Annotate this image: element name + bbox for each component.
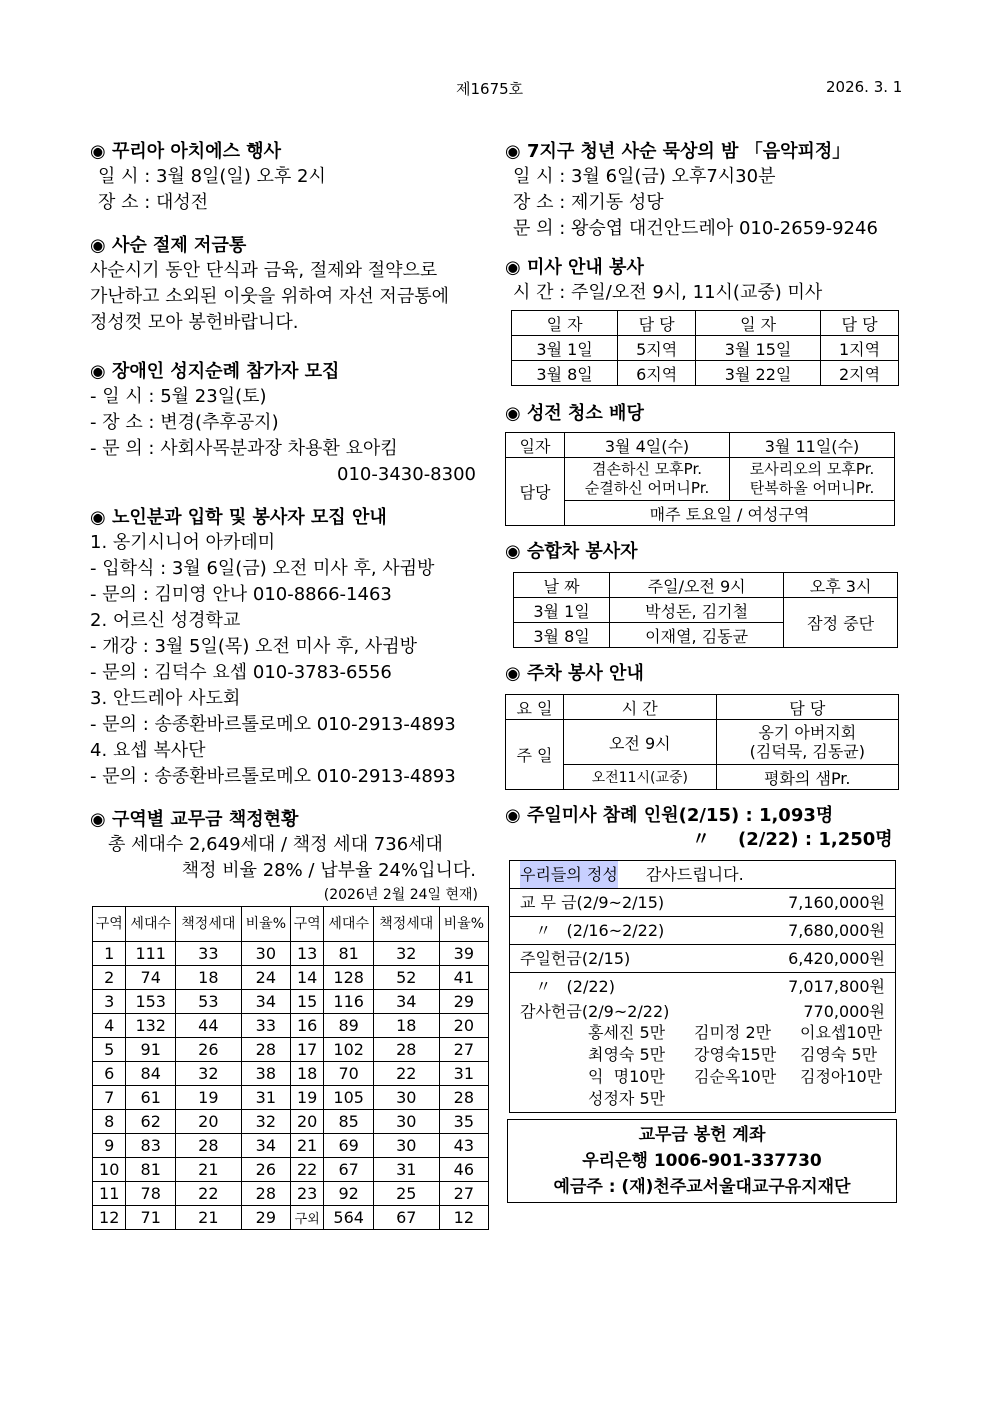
mass-guide-cell: 3월 22일: [696, 361, 821, 386]
mass-guide-header-2: 일 자: [696, 311, 821, 336]
parking-time-1: 오전 9시: [563, 720, 716, 765]
dues-cell: 9: [93, 1134, 126, 1158]
senior-line-9: 4. 요셉 복사단: [90, 740, 206, 761]
senior-line-5: - 개강 : 3월 5일(목) 오전 미사 후, 사귐방: [90, 636, 418, 657]
mass-guide-header-3: 담 당: [821, 311, 899, 336]
van-header-2: 오후 3시: [784, 573, 898, 598]
dues-cell: 38: [241, 1062, 290, 1086]
offering-row: [510, 889, 895, 917]
cleaning-h2: 3월 11일(수): [730, 433, 895, 458]
dues-cell: 34: [373, 990, 439, 1014]
attendance-value-2: (2/22) : 1,250명: [738, 829, 893, 850]
dues-cell: 28: [241, 1038, 290, 1062]
dues-cell: 21: [290, 1134, 323, 1158]
van-date-1: 3월 1일: [514, 598, 610, 623]
dues-cell: 61: [126, 1086, 176, 1110]
dues-cell: 67: [373, 1206, 439, 1230]
dues-header-0: 구역: [93, 907, 126, 942]
dues-cell: 18: [290, 1062, 323, 1086]
dues-cell: 19: [175, 1086, 241, 1110]
dues-cell: 39: [439, 942, 488, 966]
thanks-label: 감사헌금(2/9~2/22): [520, 1002, 670, 1021]
offering-row: [510, 917, 895, 945]
dues-cell: 8: [93, 1110, 126, 1134]
attendance-ditto: 〃: [692, 829, 710, 850]
dues-header-6: 책정세대: [373, 907, 439, 942]
dues-cell: 67: [324, 1158, 374, 1182]
dues-cell: 30: [373, 1134, 439, 1158]
dues-cell: 33: [241, 1014, 290, 1038]
dues-cell: 71: [126, 1206, 176, 1230]
cleaning-label: 담당: [506, 458, 565, 526]
dues-cell: 44: [175, 1014, 241, 1038]
donor-name: 익 명10만: [588, 1067, 665, 1086]
mass-guide-cell: 5지역: [618, 336, 696, 361]
pilgrimage-contact: - 문 의 : 사회사목분과장 차용환 요아킴: [90, 438, 398, 459]
offering-row: [510, 945, 895, 973]
dues-cell: 116: [324, 990, 374, 1014]
dues-cell: 11: [93, 1182, 126, 1206]
dues-cell: 74: [126, 966, 176, 990]
donor-name: 김순옥10만: [694, 1067, 777, 1086]
dues-cell: 20: [439, 1014, 488, 1038]
dues-cell: 92: [324, 1182, 374, 1206]
dues-cell: 22: [290, 1158, 323, 1182]
senior-line-2: - 입학식 : 3월 6일(금) 오전 미사 후, 사귐방: [90, 558, 435, 579]
dues-header-1: 세대수: [126, 907, 176, 942]
dues-cell: 81: [126, 1158, 176, 1182]
dues-cell: 5: [93, 1038, 126, 1062]
dues-cell: 28: [241, 1182, 290, 1206]
cleaning-c1a: 겸손하신 모후Pr.: [591, 460, 703, 478]
dues-cell: 27: [439, 1182, 488, 1206]
youth-time: 일 시 : 3월 6일(금) 오후7시30분: [513, 166, 776, 187]
mass-guide-header-0: 일 자: [512, 311, 618, 336]
section-title-lent-box: ◉ 사순 절제 저금통: [90, 235, 247, 256]
pilgrimage-phone: 010-3430-8300: [337, 464, 476, 485]
dues-cell: 43: [439, 1134, 488, 1158]
dues-cell: 53: [175, 990, 241, 1014]
parking-duty-1b: (김덕묵, 김동균): [749, 742, 865, 761]
van-merged: 잠정 중단: [784, 598, 898, 648]
senior-line-4: 2. 어르신 성경학교: [90, 610, 241, 631]
lent-text-2: 가난하고 소외된 이웃을 위하여 자선 저금통에: [90, 286, 449, 307]
dues-cell: 35: [439, 1110, 488, 1134]
mass-guide-cell: 3월 15일: [696, 336, 821, 361]
parking-time-2: 오전11시(교중): [563, 765, 716, 790]
dues-cell: 111: [126, 942, 176, 966]
dues-cell: 34: [241, 1134, 290, 1158]
section-title-van: ◉ 승합차 봉사자: [505, 541, 638, 562]
dues-cell: 41: [439, 966, 488, 990]
dues-cell: 10: [93, 1158, 126, 1182]
dues-cell: 18: [175, 966, 241, 990]
table-row: [93, 1086, 489, 1110]
dues-cell: 21: [175, 1158, 241, 1182]
dues-cell: 15: [290, 990, 323, 1014]
dues-cell: 105: [324, 1086, 374, 1110]
dues-summary-2: 책정 비율 28% / 납부율 24%입니다.: [181, 860, 476, 881]
offering-row: [510, 973, 895, 1000]
table-row: [93, 990, 489, 1014]
dues-cell: 153: [126, 990, 176, 1014]
dues-cell: 1: [93, 942, 126, 966]
dues-cell: 89: [324, 1014, 374, 1038]
cleaning-h0: 일자: [506, 433, 565, 458]
dues-cell: 32: [373, 942, 439, 966]
table-row: [93, 1182, 489, 1206]
table-row: [93, 942, 489, 966]
parking-day: 주 일: [506, 720, 564, 790]
dues-cell: 2: [93, 966, 126, 990]
dues-summary-1: 총 세대수 2,649세대 / 책정 세대 736세대: [108, 834, 443, 855]
dues-cell: 28: [175, 1134, 241, 1158]
parking-header-2: 담 당: [716, 695, 898, 720]
dues-cell: 20: [290, 1110, 323, 1134]
issue-number: 제1675호: [456, 80, 524, 98]
dues-cell: 84: [126, 1062, 176, 1086]
cleaning-h1: 3월 4일(수): [565, 433, 730, 458]
dues-cell: 52: [373, 966, 439, 990]
account-number: 우리은행 1006-901-337730: [582, 1151, 822, 1171]
dues-header-2: 책정세대: [175, 907, 241, 942]
table-row: [93, 966, 489, 990]
parking-duty-2: 평화의 샘Pr.: [716, 765, 898, 790]
dues-cell: 28: [373, 1038, 439, 1062]
donor-name: 성정자 5만: [588, 1089, 666, 1108]
dues-cell: 78: [126, 1182, 176, 1206]
dues-cell: 30: [373, 1086, 439, 1110]
youth-contact: 문 의 : 왕승엽 대건안드레아 010-2659-9246: [513, 218, 878, 239]
dues-cell: 62: [126, 1110, 176, 1134]
dues-header-4: 구역: [290, 907, 323, 942]
section-title-pilgrimage: ◉ 장애인 성지순례 참가자 모집: [90, 361, 340, 382]
senior-line-1: 1. 옹기시니어 아카데미: [90, 532, 276, 553]
dues-cell: 70: [324, 1062, 374, 1086]
cleaning-table: [505, 432, 895, 526]
mass-guide-cell: 3월 8일: [512, 361, 618, 386]
dues-cell: 23: [290, 1182, 323, 1206]
table-row: [512, 336, 899, 361]
account-box: [507, 1119, 897, 1203]
dues-cell: 21: [175, 1206, 241, 1230]
offering-head: [510, 861, 895, 889]
dues-cell: 20: [175, 1110, 241, 1134]
dues-cell: 69: [324, 1134, 374, 1158]
offering-label: 주일헌금(2/15): [520, 949, 631, 968]
table-row: [93, 1134, 489, 1158]
dues-cell: 27: [439, 1038, 488, 1062]
dues-cell: 29: [439, 990, 488, 1014]
curia-place: 장 소 : 대성전: [98, 192, 209, 213]
right-column: [505, 140, 900, 1203]
dues-cell: 28: [439, 1086, 488, 1110]
mass-guide-cell: 2지역: [821, 361, 899, 386]
offering-head-text: 감사드립니다.: [645, 865, 744, 884]
dues-cell: 102: [324, 1038, 374, 1062]
dues-table: [92, 906, 489, 1230]
offering-label: 〃 (2/22): [520, 977, 615, 996]
lent-text-3: 정성껏 모아 봉헌바랍니다.: [90, 312, 299, 333]
senior-line-8: - 문의 : 송종환바르톨로메오 010-2913-4893: [90, 714, 456, 735]
issue-date: 2026. 3. 1: [826, 78, 903, 96]
dues-cell: 26: [241, 1158, 290, 1182]
van-header-0: 날 짜: [514, 573, 610, 598]
account-holder: 예금주 : (재)천주교서울대교구유지재단: [553, 1177, 851, 1197]
dues-cell: 85: [324, 1110, 374, 1134]
offering-label: 〃 (2/16~2/22): [520, 921, 665, 940]
dues-cell: 12: [93, 1206, 126, 1230]
senior-line-3: - 문의 : 김미영 안나 010-8866-1463: [90, 584, 392, 605]
dues-cell: 7: [93, 1086, 126, 1110]
dues-cell: 34: [241, 990, 290, 1014]
offering-value: 7,680,000원: [788, 921, 885, 940]
section-title-youth: ◉ 7지구 청년 사순 묵상의 밤 「음악피정」: [505, 141, 851, 162]
dues-cell: 91: [126, 1038, 176, 1062]
section-title-curia: ◉ 꾸리아 아치에스 행사: [90, 141, 281, 162]
table-row: [93, 1110, 489, 1134]
senior-line-6: - 문의 : 김덕수 요셉 010-3783-6556: [90, 662, 392, 683]
offering-value: 7,017,800원: [788, 977, 885, 996]
van-table: [513, 572, 898, 648]
donor-name: 최영숙 5만: [588, 1045, 666, 1064]
donor-name: 김영숙 5만: [800, 1045, 878, 1064]
left-column: [90, 140, 490, 1230]
dues-cell: 17: [290, 1038, 323, 1062]
table-row: [512, 361, 899, 386]
dues-cell: 4: [93, 1014, 126, 1038]
donor-name: 김미정 2만: [694, 1023, 772, 1042]
dues-cell: 26: [175, 1038, 241, 1062]
cleaning-c2a: 로사리오의 모후Pr.: [749, 460, 875, 478]
mass-guide-cell: 3월 1일: [512, 336, 618, 361]
dues-cell: 6: [93, 1062, 126, 1086]
parking-table: [505, 694, 899, 790]
dues-cell: 31: [373, 1158, 439, 1182]
dues-cell: 81: [324, 942, 374, 966]
parking-header-1: 시 간: [563, 695, 716, 720]
pilgrimage-place: - 장 소 : 변경(추후공지): [90, 412, 279, 433]
dues-cell: 30: [373, 1110, 439, 1134]
section-title-mass-guide: ◉ 미사 안내 봉사: [505, 257, 644, 278]
dues-header-3: 비율%: [241, 907, 290, 942]
dues-cell: 13: [290, 942, 323, 966]
senior-line-10: - 문의 : 송종환바르톨로메오 010-2913-4893: [90, 766, 456, 787]
thanks-value: 770,000원: [803, 1002, 885, 1021]
mass-guide-time: 시 간 : 주일/오전 9시, 11시(교중) 미사: [513, 282, 823, 303]
dues-cell: 564: [324, 1206, 374, 1230]
dues-cell: 128: [324, 966, 374, 990]
offering-box: [509, 860, 896, 1113]
dues-cell: 31: [241, 1086, 290, 1110]
table-row: [93, 1158, 489, 1182]
section-title-senior: ◉ 노인분과 입학 및 봉사자 모집 안내: [90, 507, 387, 528]
dues-cell: 32: [241, 1110, 290, 1134]
senior-line-7: 3. 안드레아 사도회: [90, 688, 241, 709]
offering-label: 교 무 금(2/9~2/15): [520, 893, 665, 912]
dues-cell: 25: [373, 1182, 439, 1206]
mass-guide-table: [511, 310, 899, 386]
attendance-line-1: ◉ 주일미사 참례 인원(2/15) : 1,093명: [505, 805, 834, 826]
dues-cell: 24: [241, 966, 290, 990]
section-title-dues: ◉ 구역별 교무금 책정현황: [90, 809, 299, 830]
table-row: [93, 1038, 489, 1062]
dues-cell: 18: [373, 1014, 439, 1038]
cleaning-foot: 매주 토요일 / 여성구역: [565, 501, 895, 526]
youth-place: 장 소 : 제기동 성당: [513, 192, 664, 213]
dues-cell: 12: [439, 1206, 488, 1230]
dues-cell: 3: [93, 990, 126, 1014]
curia-time: 일 시 : 3월 8일(일) 오후 2시: [98, 166, 326, 187]
dues-cell: 16: [290, 1014, 323, 1038]
table-row: [93, 1206, 489, 1230]
van-date-2: 3월 8일: [514, 623, 610, 648]
account-title: 교무금 봉헌 계좌: [638, 1125, 766, 1145]
mass-guide-cell: 6지역: [618, 361, 696, 386]
offering-thanks: [510, 1000, 895, 1112]
van-person-2: 이재열, 김동균: [610, 623, 784, 648]
lent-text-1: 사순시기 동안 단식과 금육, 절제와 절약으로: [90, 260, 438, 281]
offering-head-highlight: 우리들의 정성: [520, 861, 618, 888]
dues-cell: 29: [241, 1206, 290, 1230]
mass-guide-cell: 1지역: [821, 336, 899, 361]
dues-cell: 22: [175, 1182, 241, 1206]
section-title-cleaning: ◉ 성전 청소 배당: [505, 403, 644, 424]
donor-name: 이요셉10만: [800, 1023, 883, 1042]
dues-cell: 33: [175, 942, 241, 966]
van-header-1: 주일/오전 9시: [610, 573, 784, 598]
table-row: [93, 1062, 489, 1086]
cleaning-c1b: 순결하신 어머니Pr.: [584, 479, 710, 497]
donor-name: 김정아10만: [800, 1067, 883, 1086]
dues-cell: 14: [290, 966, 323, 990]
dues-cell: 구외: [290, 1206, 323, 1230]
dues-cell: 132: [126, 1014, 176, 1038]
dues-header-5: 세대수: [324, 907, 374, 942]
parking-header-0: 요 일: [506, 695, 564, 720]
dues-cell: 22: [373, 1062, 439, 1086]
pilgrimage-date: - 일 시 : 5월 23일(토): [90, 386, 267, 407]
dues-cell: 30: [241, 942, 290, 966]
dues-cell: 31: [439, 1062, 488, 1086]
donor-name: 강영숙15만: [694, 1045, 777, 1064]
mass-guide-header-1: 담 당: [618, 311, 696, 336]
dues-cell: 19: [290, 1086, 323, 1110]
offering-value: 7,160,000원: [788, 893, 885, 912]
section-title-parking: ◉ 주차 봉사 안내: [505, 663, 644, 684]
dues-cell: 46: [439, 1158, 488, 1182]
dues-cell: 32: [175, 1062, 241, 1086]
table-row: [93, 1014, 489, 1038]
van-person-1: 박성돈, 김기철: [610, 598, 784, 623]
dues-cell: 83: [126, 1134, 176, 1158]
dues-as-of: (2026년 2월 24일 현재): [323, 887, 478, 903]
offering-value: 6,420,000원: [788, 949, 885, 968]
donor-name: 홍세진 5만: [588, 1023, 666, 1042]
cleaning-c2b: 탄복하올 어머니Pr.: [749, 479, 875, 497]
attendance-line-2: [505, 828, 900, 852]
dues-header-7: 비율%: [439, 907, 488, 942]
parking-duty-1a: 옹기 아버지회: [758, 723, 857, 742]
